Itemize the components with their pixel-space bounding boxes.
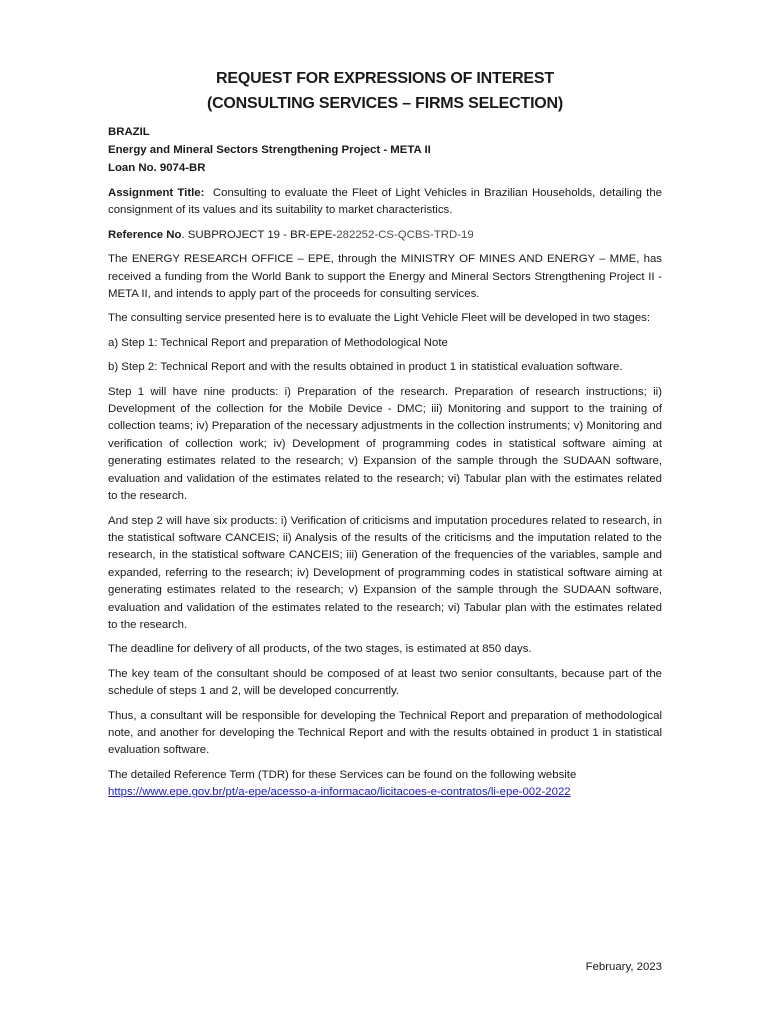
paragraph-stages: The consulting service presented here is to evaluate the Light Vehicle Fleet will be developed in two stages: bbox=[108, 312, 651, 325]
tdr-link[interactable]: https://www.epe.gov.br/pt/a-epe/acesso-a-informacao/licitacoes-e-contratos/li-epe-002-2022 bbox=[108, 786, 571, 799]
reference-prefix: SUBPROJECT 19 - BR-EPE- bbox=[187, 228, 337, 241]
loan-number: Loan No. 9074-BR bbox=[108, 162, 206, 174]
tdr-text: The detailed Reference Term (TDR) for these Services can be found on the following website bbox=[108, 768, 577, 781]
reference-label: Reference No bbox=[108, 228, 182, 241]
reference-number bbox=[108, 227, 662, 244]
title-block bbox=[108, 66, 662, 116]
paragraph-intro: The ENERGY RESEARCH OFFICE – EPE, through the MINISTRY OF MINES AND ENERGY – MME, has received a funding from the World Bank to support the Energy and Mineral Sectors Strengthening Project II - META II, and intends to apply part of the proceeds for consulting services. bbox=[108, 253, 662, 301]
reference-dot: . bbox=[181, 228, 185, 241]
paragraph-step-b: b) Step 2: Technical Report and with the results obtained in product 1 in statistical evaluation software. bbox=[108, 361, 623, 374]
paragraph-step2-products: And step 2 will have six products: i) Verification of criticisms and imputation procedures related to research, in the statistical software CANCEIS; ii) Analysis of the results of the criticisms and the imputation related to the research, in the statistical software CANCEIS; iii) Generation of the frequencies of the variables, sample and expanded, referring to the research; iv) Development of programming codes in statistical software aiming at generating estimates related to the research; v) Expansion of the sample through the SUDAAN software, evaluation and validation of the estimates related to the research; vi) Tabular plan with the estimates related to the research. bbox=[108, 514, 662, 631]
reference-code: 282252-CS-QCBS-TRD-19 bbox=[336, 228, 474, 241]
assignment-text: Consulting to evaluate the Fleet of Light Vehicles in Brazilian Households, detailing the consignment of its values and its suitability to market characteristics. bbox=[108, 187, 662, 217]
paragraph-responsibilities: Thus, a consultant will be responsible for developing the Technical Report and preparation of methodological note, and another for developing the Technical Report and with the results obtained in product 1 in statistical evaluation software. bbox=[108, 709, 662, 757]
paragraph-tdr bbox=[108, 767, 662, 802]
assignment-label: Assignment Title: bbox=[108, 187, 205, 199]
project-name: Energy and Mineral Sectors Strengthening Project - META II bbox=[108, 144, 431, 156]
title-line-1: REQUEST FOR EXPRESSIONS OF INTEREST bbox=[216, 70, 554, 87]
paragraph-step-a: a) Step 1: Technical Report and preparation of Methodological Note bbox=[108, 336, 448, 349]
paragraph-step1-products: Step 1 will have nine products: i) Preparation of the research. Preparation of research instructions; ii) Development of the collection for the Mobile Device - DMC; iii) Monitoring and support to the training of collection teams; iv) Preparation of the necessary adjustments in the collection instruments; v) Monitoring and verification of collection work; iv) Development of programming codes in statistical software aiming at generating estimates related to the research; v) Expansion of the sample through the SUDAAN software, evaluation and validation of the estimates related to the research; vi) Tabular plan with the estimates related to the research. bbox=[108, 385, 662, 503]
paragraph-key-team: The key team of the consultant should be composed of at least two senior consultants, because part of the schedule of steps 1 and 2, will be developed concurrently. bbox=[108, 667, 662, 698]
country: BRAZIL bbox=[108, 126, 150, 138]
assignment-title bbox=[108, 185, 662, 220]
title-line-2: (CONSULTING SERVICES – FIRMS SELECTION) bbox=[206, 95, 564, 112]
document-date: February, 2023 bbox=[585, 961, 662, 973]
project-header bbox=[108, 123, 662, 177]
paragraph-deadline: The deadline for delivery of all products, of the two stages, is estimated at 850 days. bbox=[108, 643, 532, 656]
